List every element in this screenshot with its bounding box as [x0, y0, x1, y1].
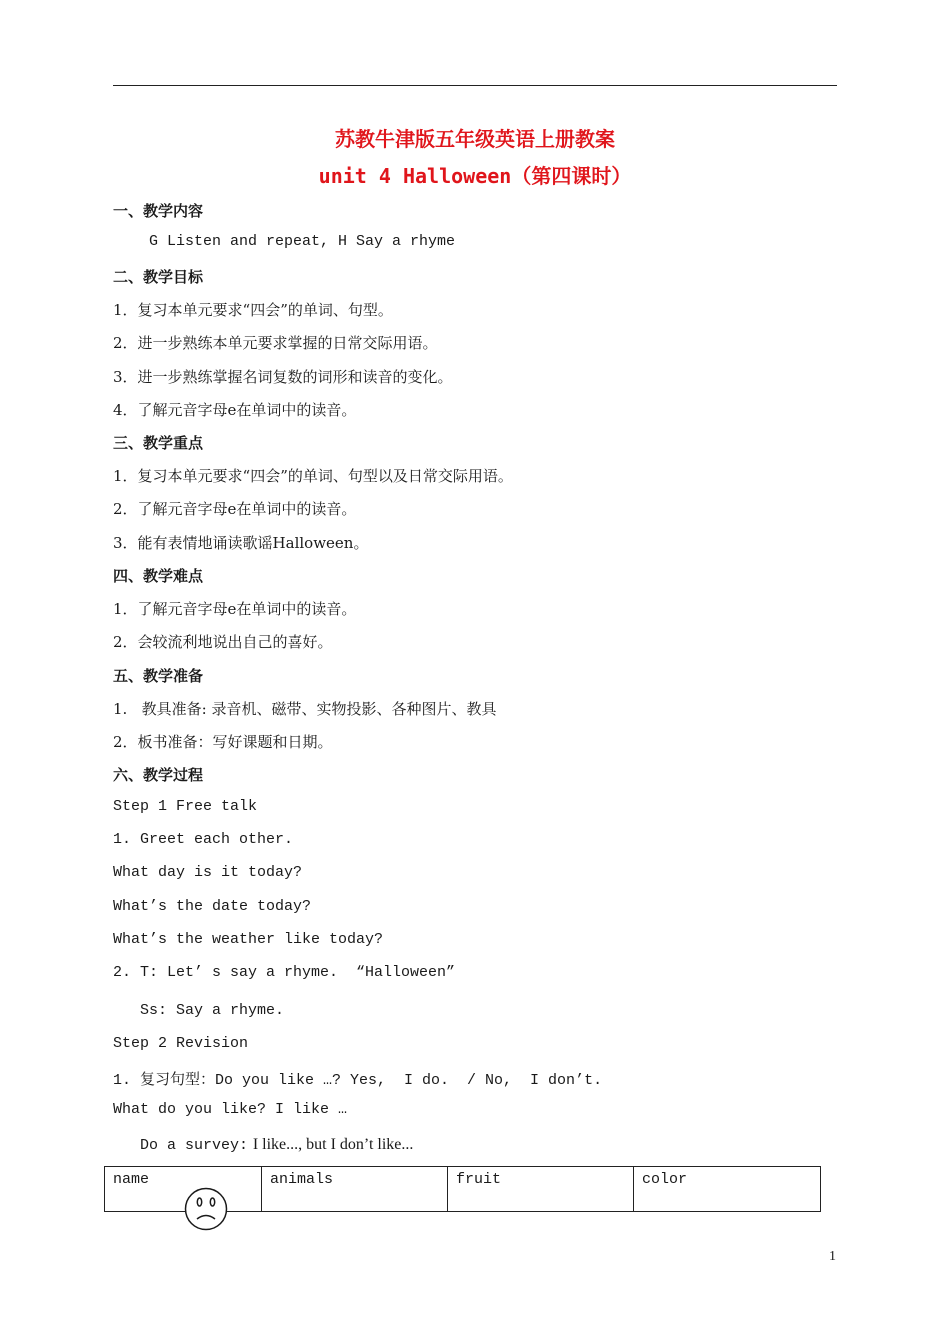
process-line: Ss: Say a rhyme.	[113, 1002, 285, 1019]
list-item: 1．了解元音字母e在单词中的读音。	[113, 600, 357, 618]
survey-label: Do a survey:	[113, 1137, 249, 1154]
list-item: 2．了解元音字母e在单词中的读音。	[113, 500, 357, 518]
survey-line	[113, 1135, 413, 1154]
section-heading-preparation: 五、教学准备	[113, 667, 204, 685]
survey-sentence: I like..., but I don’t like...	[252, 1136, 414, 1153]
list-item: 4．了解元音字母e在单词中的读音。	[113, 401, 357, 419]
process-line: 2. T: Let’ s say a rhyme. “Halloween”	[113, 964, 456, 981]
list-item: 3．进一步熟练掌握名词复数的词形和读音的变化。	[113, 368, 453, 386]
table-header-name: name	[105, 1167, 262, 1212]
process-line: What’s the date today?	[113, 898, 312, 915]
list-item: 2．进一步熟练本单元要求掌握的日常交际用语。	[113, 334, 438, 352]
section-heading-key-points: 三、教学重点	[113, 434, 204, 452]
process-line: What day is it today?	[113, 864, 303, 881]
list-item: 2．会较流利地说出自己的喜好。	[113, 633, 333, 651]
step-heading: Step 2 Revision	[113, 1035, 249, 1052]
document-title: 苏教牛津版五年级英语上册教案	[335, 127, 615, 151]
section-heading-difficulties: 四、教学难点	[113, 567, 204, 585]
list-item: 1．复习本单元要求“四会”的单词、句型。	[113, 301, 393, 319]
list-item: 1. 教具准备: 录音机、磁带、实物投影、各种图片、教具	[113, 700, 497, 718]
table-header-color: color	[634, 1167, 821, 1212]
section-heading-goals: 二、教学目标	[113, 268, 204, 286]
page-number: 1	[829, 1249, 836, 1264]
process-line: What do you like? I like …	[113, 1101, 348, 1118]
list-item: 3．能有表情地诵读歌谣Halloween。	[113, 534, 369, 552]
process-line: 1. Greet each other.	[113, 831, 294, 848]
table-header-fruit: fruit	[448, 1167, 634, 1212]
content-line: G Listen and repeat, H Say a rhyme	[113, 233, 456, 250]
section-heading-content: 一、教学内容	[113, 202, 204, 220]
table-header-animals: animals	[262, 1167, 448, 1212]
section-heading-process: 六、教学过程	[113, 766, 204, 784]
sad-face-icon	[184, 1187, 228, 1231]
process-line: What’s the weather like today?	[113, 931, 384, 948]
process-line: 1. 复习句型：Do you like …? Yes, I do. / No, I don’t.	[113, 1072, 603, 1089]
document-subtitle: unit 4 Halloween（第四课时）	[318, 164, 632, 188]
list-item: 1．复习本单元要求“四会”的单词、句型以及日常交际用语。	[113, 467, 513, 485]
header-rule	[113, 85, 837, 86]
list-item: 2．板书准备：写好课题和日期。	[113, 733, 333, 751]
step-heading: Step 1 Free talk	[113, 798, 258, 815]
